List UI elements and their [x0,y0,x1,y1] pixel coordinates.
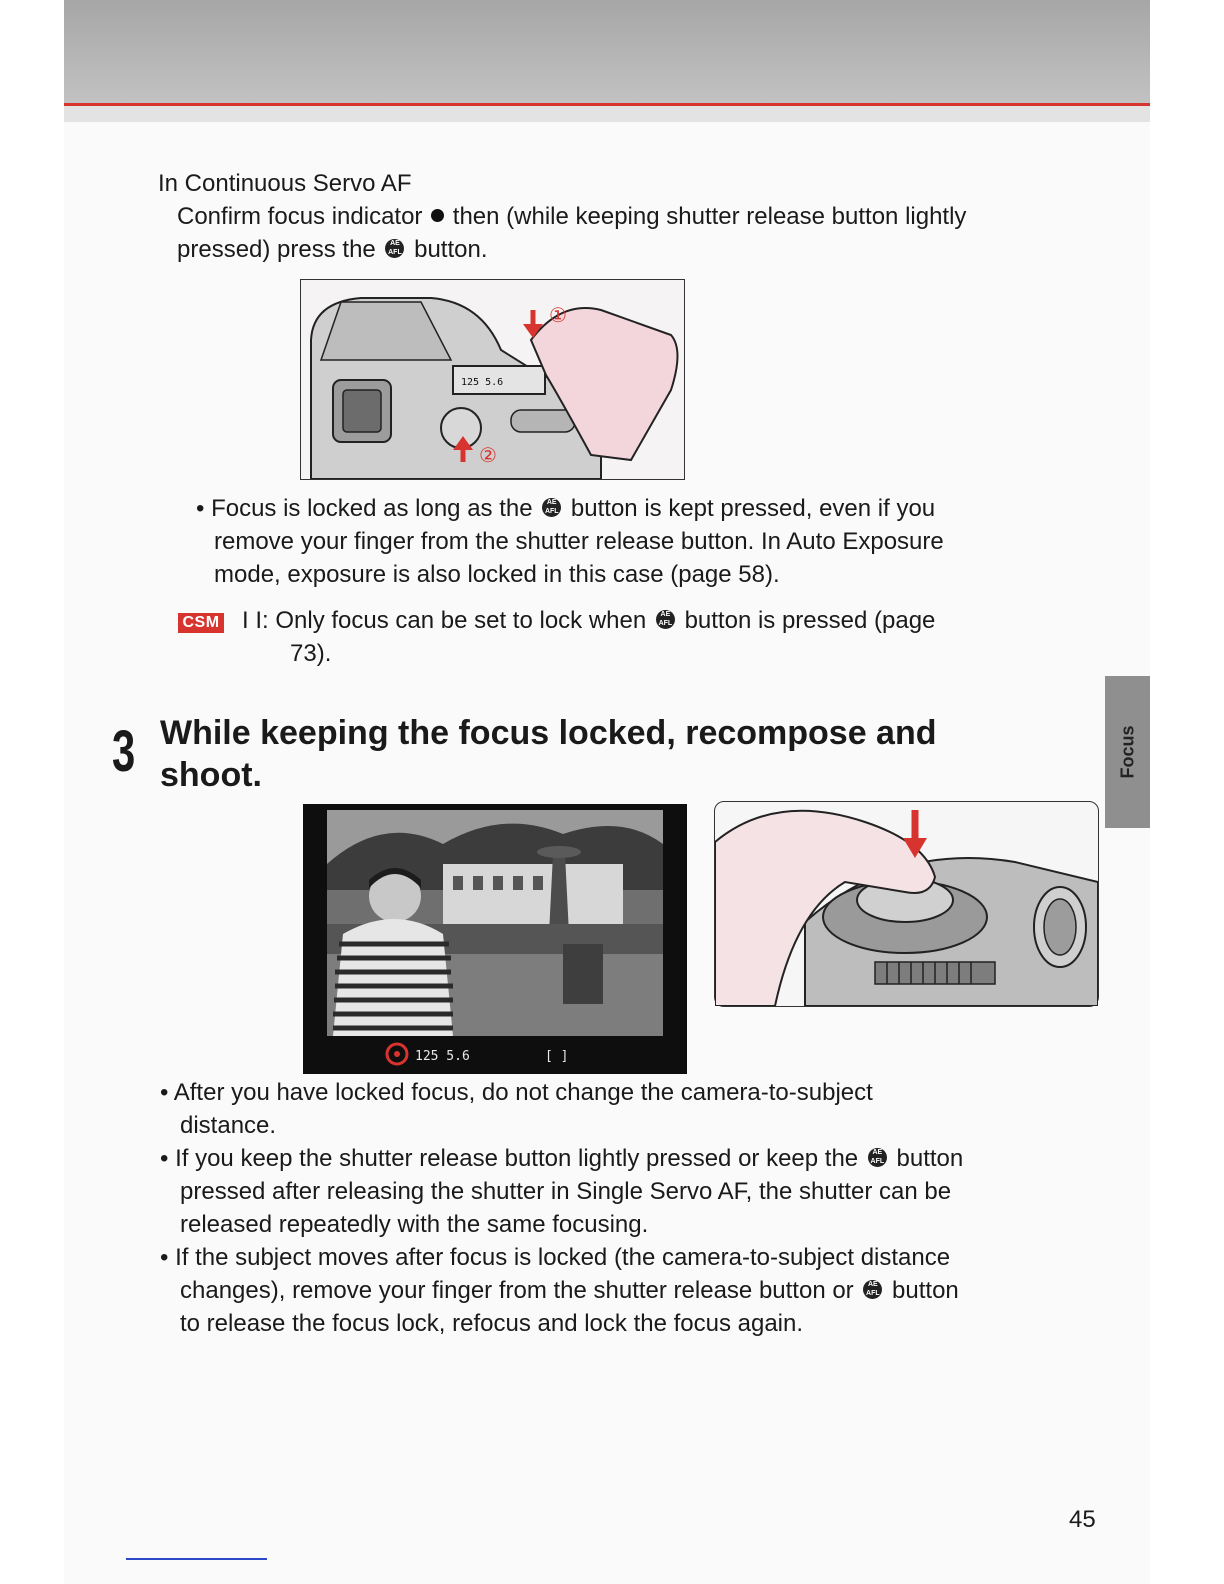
viewfinder-photo [303,804,687,1074]
csm-badge: CSM [178,613,224,633]
step-title [160,712,1040,796]
page-number: 45 [1069,1506,1096,1533]
callout-1: ① [549,305,567,327]
instruction-text-1a: Confirm focus indicator [177,203,423,230]
csm-text-1b: button is pressed (page [684,607,936,634]
note-3-line-2b: button [892,1277,959,1304]
csm-ref: I I: [242,607,269,634]
note-2-line-1b: button [896,1145,964,1172]
csm-note [242,604,1072,670]
step-title-line-1: While keeping the focus locked, recompose and [160,714,937,752]
footer-rule [126,1558,267,1560]
csm-text-1a: Only focus can be set to lock when [275,607,647,634]
ae-afl-button-icon: AE AFL [868,1148,887,1167]
camera-back-illustration [300,279,685,480]
note-1-line-2: distance. [180,1112,277,1139]
camera-back-drawing [301,280,684,479]
ae-afl-button-icon: AE AFL [863,1280,882,1299]
step-number: 3 [112,719,136,784]
note-3-line-3: to release the focus lock, refocus and lock the focus again. [180,1310,804,1337]
callout-2: ② [479,445,497,467]
note-2-line-2: pressed after releasing the shutter in Single Servo AF, the shutter can be [180,1178,952,1205]
header-band [64,0,1150,104]
section-tab-label: Focus [1117,725,1138,779]
note-2-line-3: released repeatedly with the same focusing. [180,1211,649,1238]
viewfinder-drawing [303,804,687,1074]
focus-indicator-dot-icon [431,209,444,222]
instruction-text-2b: button. [414,236,488,263]
instruction-text-1b: then (while keeping shutter release button lightly [452,203,967,230]
note-text-2: remove your finger from the shutter release button. In Auto Exposure [214,528,944,555]
note-text-3: mode, exposure is also locked in this case (page 58). [214,561,780,588]
instruction-text-2a: pressed) press the [177,236,376,263]
continuous-instruction [177,200,1097,266]
note-3-line-2a: changes), remove your finger from the shutter release button or [180,1277,854,1304]
note-2-line-1a: • If you keep the shutter release button lightly pressed or keep the [160,1145,859,1172]
focus-locked-note [196,492,1076,591]
section-heading: In Continuous Servo AF [158,170,412,197]
ae-afl-button-icon: AE AFL [542,498,561,517]
viewfinder-frame: [ ] [545,1049,569,1064]
step-title-line-2: shoot. [160,756,262,794]
notes-list [160,1076,1110,1340]
note-1-line-1: • After you have locked focus, do not change the camera-to-subject [160,1079,873,1106]
csm-text-2: 73). [290,640,332,667]
shutter-press-drawing [715,802,1098,1006]
note-3-line-1: • If the subject moves after focus is locked (the camera-to-subject distance [160,1244,951,1271]
note-text-1a: • Focus is locked as long as the [196,495,533,522]
shutter-press-illustration [714,801,1099,1007]
lcd-readout: 125 5.6 [461,377,504,388]
ae-afl-button-icon: AE AFL [656,610,675,629]
viewfinder-readout: 125 5.6 [415,1049,470,1064]
note-text-1b: button is kept pressed, even if you [570,495,936,522]
ae-afl-button-icon: AE AFL [385,239,404,258]
header-subband [64,106,1150,122]
